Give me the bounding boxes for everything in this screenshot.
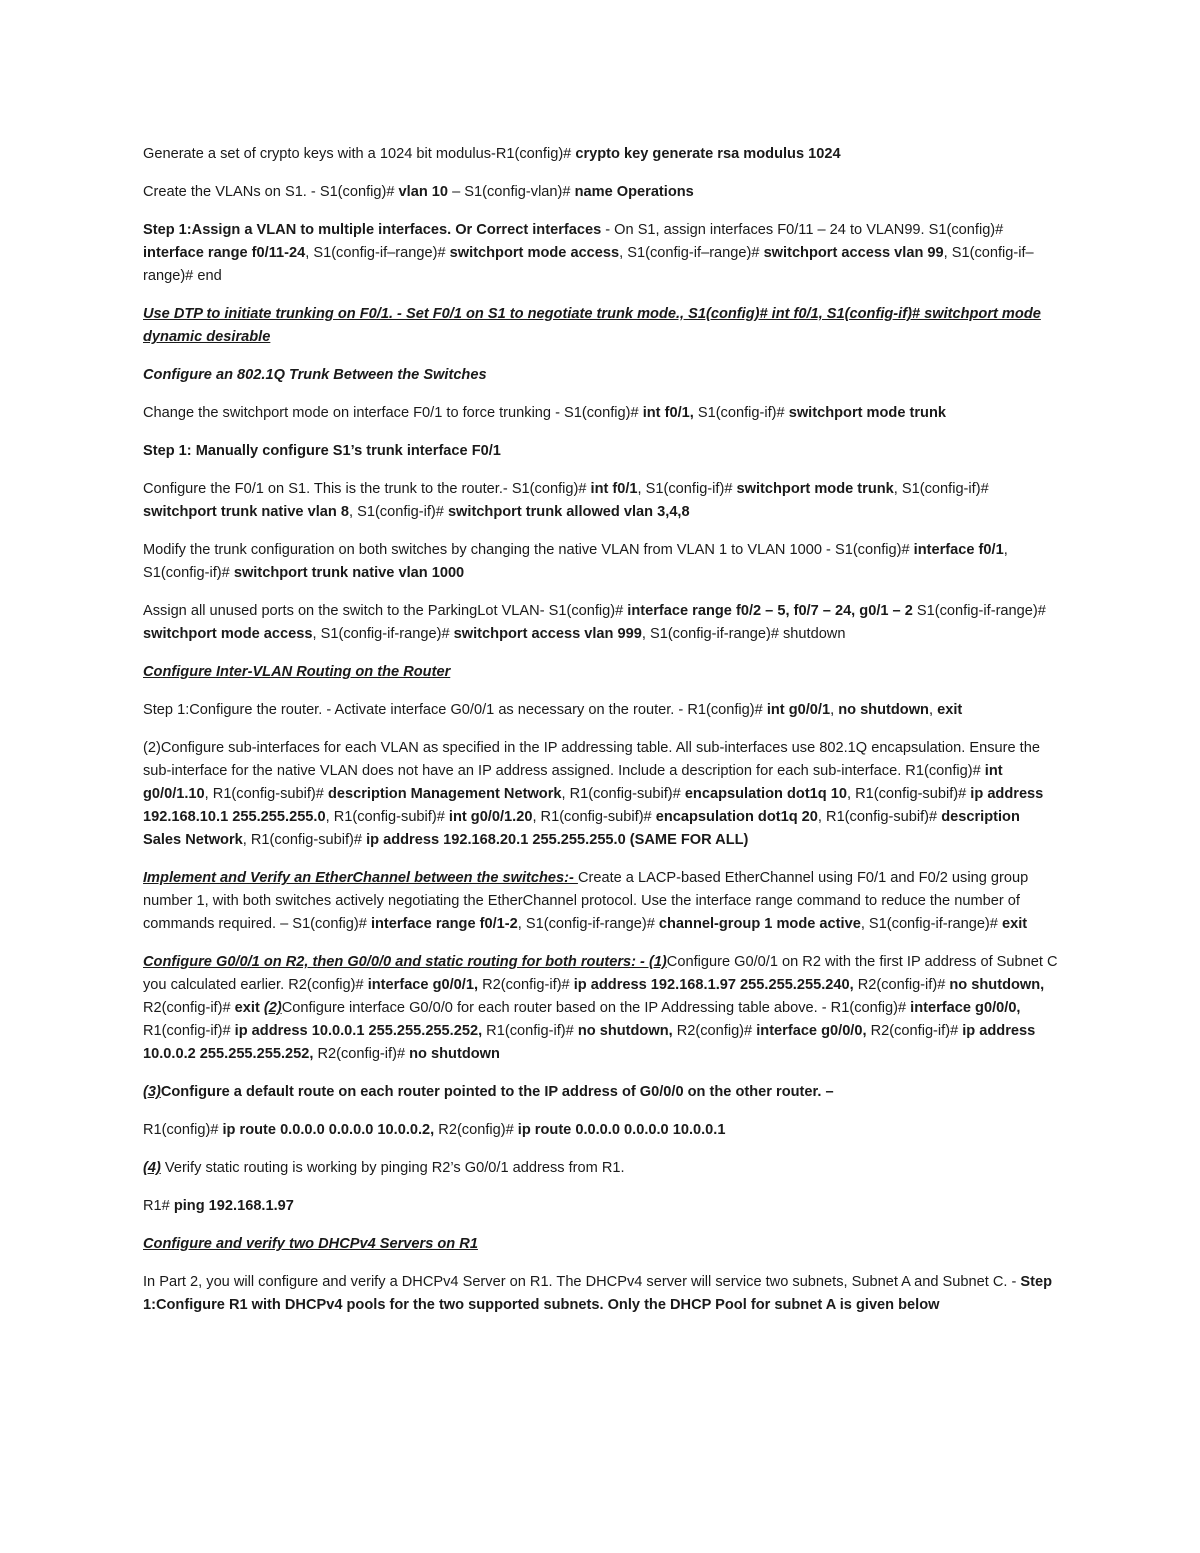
text-run: int f0/1	[590, 481, 638, 497]
text-run: ip address 192.168.10.1 255.255.255.0	[143, 786, 1044, 825]
paragraph-7	[143, 440, 1058, 463]
text-run: Verify static routing is working by pinging R2’s G0/0/1 address from R1.	[160, 1160, 625, 1176]
text-run: – S1(config-vlan)#	[448, 184, 575, 200]
paragraph-21	[143, 1271, 1058, 1317]
text-run: ip address 10.0.0.1 255.255.255.252,	[234, 1023, 483, 1039]
text-run: encapsulation dot1q 10	[684, 786, 847, 802]
text-run: int g0/0/1.10	[143, 763, 1003, 802]
text-run: , S1(config-if–range)# end	[143, 245, 1034, 284]
text-run: interface range f0/11-24	[143, 245, 306, 261]
paragraph-15	[143, 951, 1058, 1066]
text-run: R2(config-if)#	[866, 1023, 963, 1039]
text-run: interface g0/0/0,	[910, 1000, 1021, 1016]
text-run: switchport mode trunk	[788, 405, 946, 421]
text-run: R2(config-if)#	[478, 977, 574, 993]
text-run: crypto key generate rsa modulus 1024	[575, 146, 841, 162]
text-run: int f0/1,	[642, 405, 694, 421]
text-run: , S1(config-if–range)#	[305, 245, 450, 261]
text-run: - On S1, assign interfaces F0/11 – 24 to VLAN99. S1(config)#	[601, 222, 1004, 238]
text-run: (3)	[143, 1084, 161, 1100]
paragraph-10	[143, 600, 1058, 646]
text-run: , S1(config-if-range)#	[312, 626, 454, 642]
paragraph-12	[143, 699, 1058, 722]
text-run: R2(config)#	[434, 1122, 518, 1138]
text-run: , S1(config-if-range)#	[517, 916, 659, 932]
text-run: no shutdown	[409, 1046, 500, 1062]
paragraph-6	[143, 402, 1058, 425]
text-run: , S1(config-if)#	[637, 481, 737, 497]
text-run: , R1(config-subif)#	[561, 786, 685, 802]
text-run: ip route 0.0.0.0 0.0.0.0 10.0.0.1	[517, 1122, 726, 1138]
text-run: switchport trunk native vlan 8	[143, 504, 349, 520]
text-run: , R1(config-subif)#	[242, 832, 367, 848]
text-run: (4)	[143, 1160, 161, 1176]
paragraph-14	[143, 867, 1058, 936]
text-run: ip address 192.168.1.97 255.255.255.240,	[573, 977, 854, 993]
paragraph-19	[143, 1195, 1058, 1218]
text-run: ip route 0.0.0.0 0.0.0.0 10.0.0.2,	[222, 1122, 435, 1138]
paragraph-3	[143, 219, 1058, 288]
text-run: R1(config-if)#	[482, 1023, 578, 1039]
text-run: channel-group 1 mode active	[658, 916, 861, 932]
text-run: Create the VLANs on S1. - S1(config)#	[143, 184, 399, 200]
text-run: , S1(config-if)#	[143, 542, 1008, 581]
text-run: ,	[928, 702, 938, 718]
text-run: R2(config)#	[672, 1023, 757, 1039]
text-run: Change the switchport mode on interface F0/1 to force trunking - S1(config)#	[143, 405, 643, 421]
text-run: no shutdown,	[949, 977, 1045, 993]
text-run: Step 1:Configure the router. - Activate interface G0/0/1 as necessary on the router. - R1(config)#	[143, 702, 767, 718]
text-run: exit	[1001, 916, 1028, 932]
text-run: ,	[830, 702, 839, 718]
paragraph-18	[143, 1157, 1058, 1180]
text-run: switchport access vlan 99	[763, 245, 944, 261]
text-run: , R1(config-subif)#	[325, 809, 449, 825]
text-run: switchport mode trunk	[736, 481, 894, 497]
paragraph-9	[143, 539, 1058, 585]
text-run: , R1(config-subif)#	[532, 809, 656, 825]
text-run: S1(config-if-range)#	[912, 603, 1046, 619]
text-run: (2)Configure sub-interfaces for each VLAN as specified in the IP addressing table. All sub-interfaces use 802.1Q encapsulation. Ensure the sub-interface for the native VLAN does not have an IP address assigned. Include a description for each sub-interface. R1(config)#	[143, 740, 1040, 779]
text-run: , R1(config-subif)#	[847, 786, 971, 802]
text-run: vlan 10	[398, 184, 449, 200]
text-run: interface g0/0/1,	[367, 977, 479, 993]
text-run: Step 1:Assign a VLAN to multiple interfaces. Or Correct interfaces	[143, 222, 602, 238]
text-run: interface g0/0/0,	[756, 1023, 867, 1039]
text-run: , S1(config-if-range)# shutdown	[641, 626, 846, 642]
text-run: switchport trunk allowed vlan 3,4,8	[447, 504, 690, 520]
text-run: int g0/0/1.20	[448, 809, 533, 825]
text-run: int g0/0/1	[766, 702, 831, 718]
text-run: no shutdown,	[577, 1023, 673, 1039]
text-run: Configure an 802.1Q Trunk Between the Switches	[143, 367, 487, 383]
paragraph-17	[143, 1119, 1058, 1142]
document-body	[143, 143, 1058, 1332]
text-run: Configure G0/0/1 on R2, then G0/0/0 and static routing for both routers: - (1)	[143, 954, 667, 970]
text-run: exit	[234, 1000, 260, 1016]
text-run: R2(config-if)#	[853, 977, 950, 993]
text-run: S1(config-if)#	[693, 405, 789, 421]
text-run: (2)	[263, 1000, 282, 1016]
paragraph-20	[143, 1233, 1058, 1256]
paragraph-16	[143, 1081, 1058, 1104]
text-run: , S1(config-if)#	[348, 504, 448, 520]
text-run: interface range f0/2 – 5, f0/7 – 24, g0/1 – 2	[627, 603, 913, 619]
paragraph-13	[143, 737, 1058, 852]
text-run: , R1(config-subif)#	[817, 809, 942, 825]
text-run: ip address 10.0.0.2 255.255.255.252,	[143, 1023, 1036, 1062]
text-run: , S1(config-if)#	[893, 481, 989, 497]
text-run: Configure G0/0/1 on R2 with the first IP address of Subnet C you calculated earlier. R2(config)#	[143, 954, 1058, 993]
text-run: ping 192.168.1.97	[173, 1198, 294, 1214]
text-run: Use DTP to initiate trunking on F0/1. - Set F0/1 on S1 to negotiate trunk mode., S1(config)# int f0/1, S1(config-if)# switchport mode dynamic desirable	[143, 306, 1041, 345]
text-run: no shutdown	[838, 702, 929, 718]
text-run: interface range f0/1-2	[370, 916, 518, 932]
paragraph-5	[143, 364, 1058, 387]
text-run: Configure and verify two DHCPv4 Servers on R1	[143, 1236, 478, 1252]
text-run: switchport mode access	[143, 626, 313, 642]
paragraph-1	[143, 143, 1058, 166]
text-run: Modify the trunk configuration on both switches by changing the native VLAN from VLAN 1 to VLAN 1000 - S1(config)#	[143, 542, 914, 558]
text-run: switchport access vlan 999	[453, 626, 642, 642]
text-run: R1#	[143, 1198, 174, 1214]
text-run: Configure Inter-VLAN Routing on the Router	[143, 664, 451, 680]
text-run: switchport mode access	[449, 245, 620, 261]
text-run: ip address 192.168.20.1 255.255.255.0 (SAME FOR ALL)	[366, 832, 749, 848]
paragraph-11	[143, 661, 1058, 684]
text-run: Assign all unused ports on the switch to the ParkingLot VLAN- S1(config)#	[143, 603, 628, 619]
text-run: Configure interface G0/0/0 for each router based on the IP Addressing table above. - R1(config)#	[281, 1000, 911, 1016]
text-run: name Operations	[574, 184, 694, 200]
text-run: R2(config-if)#	[143, 1000, 235, 1016]
text-run: interface f0/1	[913, 542, 1004, 558]
text-run: In Part 2, you will configure and verify a DHCPv4 Server on R1. The DHCPv4 server will service two subnets, Subnet A and Subnet C. -	[143, 1274, 1021, 1290]
text-run: , S1(config-if–range)#	[619, 245, 764, 261]
text-run: Generate a set of crypto keys with a 1024 bit modulus-R1(config)#	[143, 146, 576, 162]
text-run: , S1(config-if-range)#	[860, 916, 1002, 932]
text-run: encapsulation dot1q 20	[655, 809, 818, 825]
text-run: exit	[937, 702, 963, 718]
paragraph-8	[143, 478, 1058, 524]
text-run: switchport trunk native vlan 1000	[233, 565, 465, 581]
text-run: description Sales Network	[143, 809, 1020, 848]
text-run: R1(config-if)#	[143, 1023, 235, 1039]
text-run: Step 1:Configure R1 with DHCPv4 pools for the two supported subnets. Only the DHCP Pool for subnet A is given below	[143, 1274, 1053, 1313]
text-run: description Management Network	[327, 786, 562, 802]
paragraph-2	[143, 181, 1058, 204]
text-run: Configure a default route on each router pointed to the IP address of G0/0/0 on the other router. –	[160, 1084, 834, 1100]
text-run: R2(config-if)#	[313, 1046, 410, 1062]
text-run: Create a LACP-based EtherChannel using F0/1 and F0/2 using group number 1, with both switches actively negotiating the EtherChannel protocol. Use the interface range command to reduce the number of commands required. – S1(config)#	[143, 870, 1029, 932]
text-run: Step 1: Manually configure S1’s trunk interface F0/1	[143, 443, 501, 459]
text-run: , R1(config-subif)#	[204, 786, 328, 802]
text-run: Implement and Verify an EtherChannel between the switches:-	[143, 870, 578, 886]
text-run: R1(config)#	[143, 1122, 223, 1138]
paragraph-4	[143, 303, 1058, 349]
text-run: Configure the F0/1 on S1. This is the trunk to the router.- S1(config)#	[143, 481, 591, 497]
